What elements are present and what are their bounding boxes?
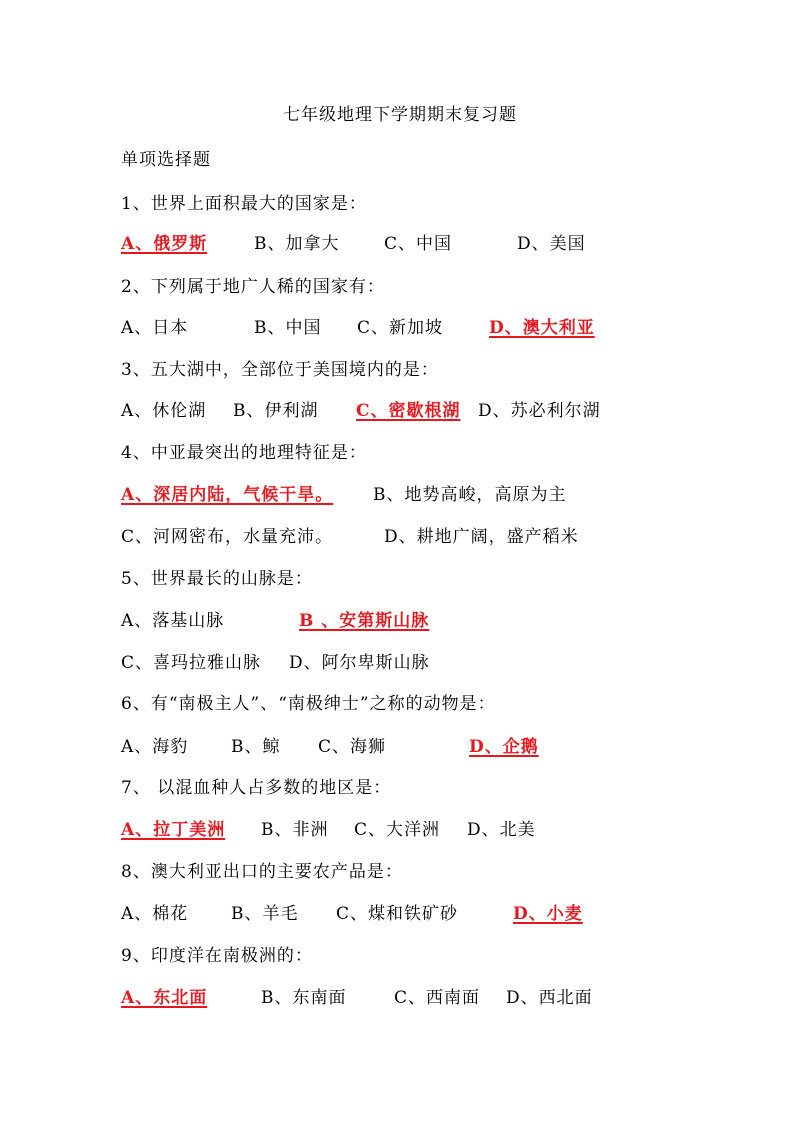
option-1d: D、美国 <box>517 234 586 254</box>
option-6c: C、海狮 <box>318 737 387 757</box>
option-8a: A、棉花 <box>121 904 189 924</box>
question-4: 4、中亚最突出的地理特征是： <box>121 443 367 463</box>
option-8c: C、煤和铁矿砂 <box>336 904 459 924</box>
option-1b: B、加拿大 <box>254 234 340 254</box>
option-2b: B、中国 <box>254 318 322 338</box>
page-title: 七年级地理下学期期末复习题 <box>283 105 517 125</box>
option-1c: C、中国 <box>384 234 453 254</box>
section-heading: 单项选择题 <box>121 150 211 170</box>
option-5a: A、落基山脉 <box>121 611 225 631</box>
option-3c-answer: C、密歇根湖 <box>356 401 461 421</box>
option-3a: A、休伦湖 <box>121 401 207 421</box>
option-8b: B、羊毛 <box>231 904 299 924</box>
option-5b-answer: B 、安第斯山脉 <box>299 611 430 631</box>
question-3: 3、五大湖中，全部位于美国境内的是： <box>121 360 439 380</box>
question-1: 1、世界上面积最大的国家是： <box>121 194 367 214</box>
option-7c: C、大洋洲 <box>354 820 441 840</box>
option-9c: C、西南面 <box>394 988 481 1008</box>
option-4c: C、河网密布，水量充沛。 <box>121 527 334 547</box>
option-7d: D、北美 <box>467 820 536 840</box>
option-7a-answer: A、拉丁美洲 <box>121 820 226 840</box>
option-6d-answer: D、企鹅 <box>469 737 539 757</box>
option-6b: B、鲸 <box>231 737 281 757</box>
question-2: 2、下列属于地广人稀的国家有： <box>121 277 385 297</box>
question-8: 8、澳大利亚出口的主要农产品是： <box>121 862 403 882</box>
option-3d: D、苏必利尔湖 <box>478 401 601 421</box>
question-7: 7、 以混血种人占多数的地区是： <box>121 778 392 798</box>
question-5: 5、世界最长的山脉是： <box>121 569 313 589</box>
option-2c: C、新加坡 <box>357 318 444 338</box>
question-9: 9、印度洋在南极洲的： <box>121 946 313 966</box>
option-7b: B、非洲 <box>261 820 329 840</box>
option-9d: D、西北面 <box>506 988 593 1008</box>
option-1a-answer: A、俄罗斯 <box>121 234 208 254</box>
option-4b: B、地势高峻，高原为主 <box>373 485 567 505</box>
option-4d: D、耕地广阔，盛产稻米 <box>384 527 579 547</box>
option-8d-answer: D、小麦 <box>513 904 583 924</box>
question-6: 6、有“南极主人”、“南极绅士”之称的动物是： <box>121 694 496 714</box>
option-9b: B、东南面 <box>261 988 347 1008</box>
option-3b: B、伊利湖 <box>233 401 319 421</box>
option-2d-answer: D、澳大利亚 <box>489 318 595 338</box>
option-9a-answer: A、东北面 <box>121 988 208 1008</box>
option-6a: A、海豹 <box>121 737 189 757</box>
option-2a: A、日本 <box>121 318 189 338</box>
option-4a-answer: A、深居内陆，气候干旱。 <box>121 485 334 505</box>
option-5d: D、阿尔卑斯山脉 <box>289 653 430 673</box>
option-5c: C、喜玛拉雅山脉 <box>121 653 262 673</box>
